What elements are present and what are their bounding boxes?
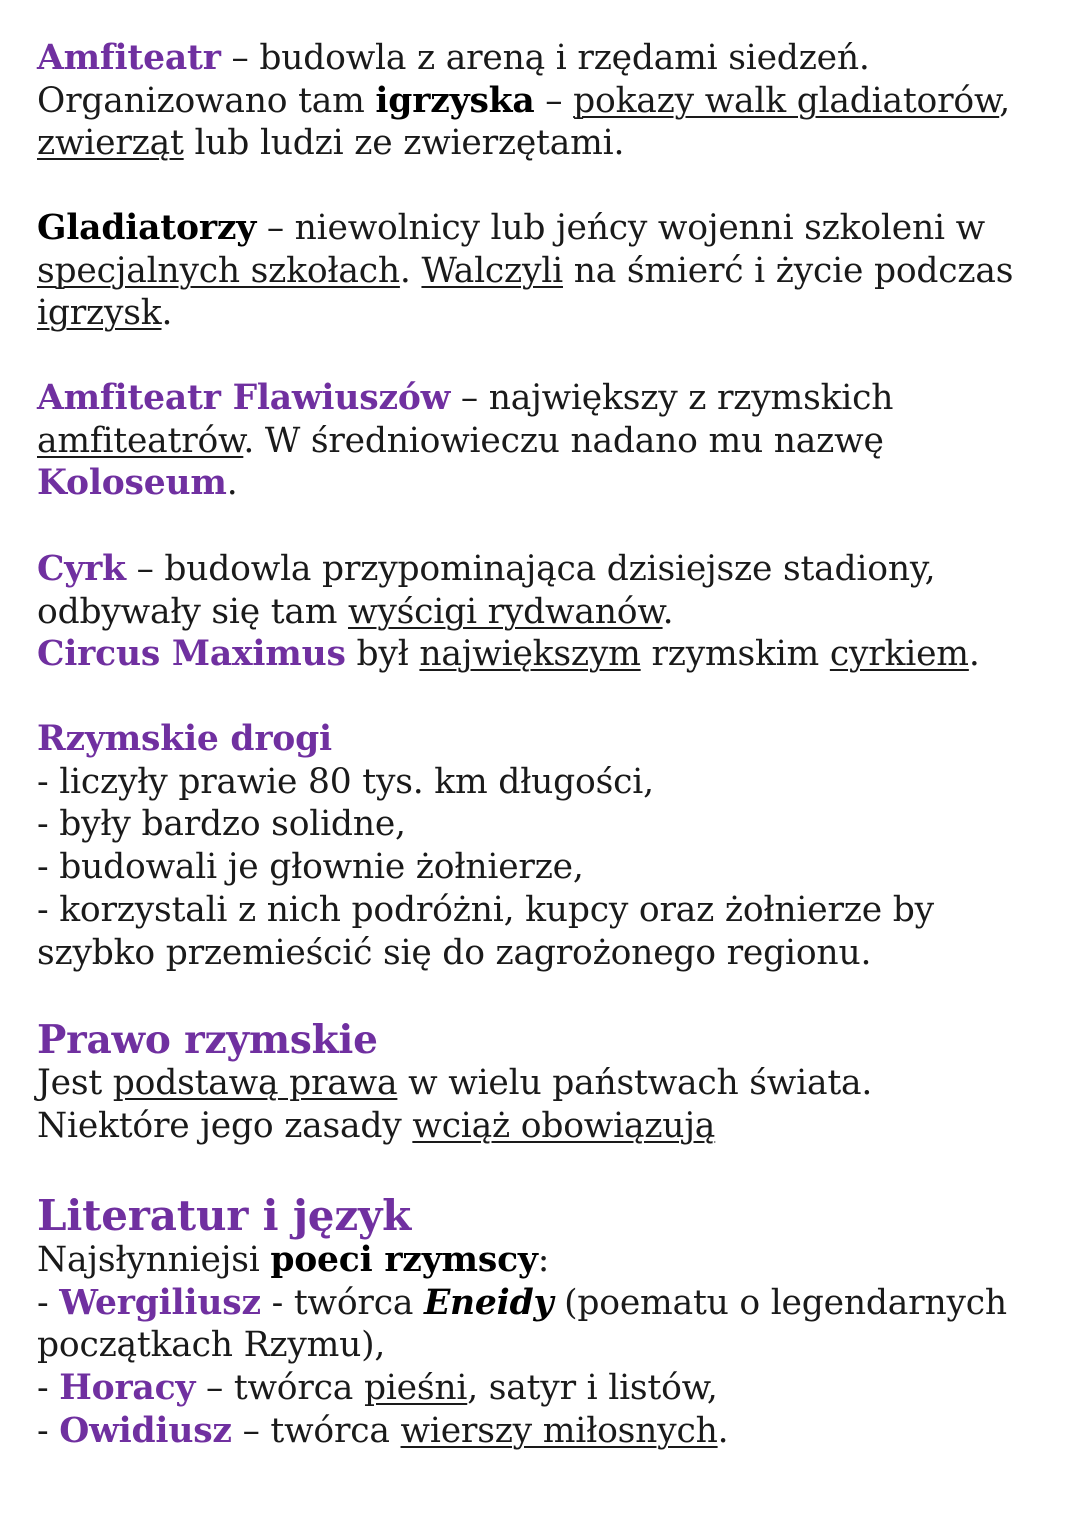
line [37,548,1047,591]
text: , [999,80,1010,121]
heading-prawo-rzymskie: Prawo rzymskie [37,1017,378,1063]
term-owidiusz: Owidiusz [59,1410,232,1451]
line [37,1062,1047,1105]
line [37,292,1047,335]
title-eneidy: Eneidy [423,1282,554,1323]
underlined-text: Walczyli [421,250,563,291]
underlined-text: igrzysk [37,293,162,334]
list-item: - budowali je głownie żołnierze, [37,847,584,888]
list-item-continuation: szybko przemieścić się do zagrożonego regionu. [37,932,872,973]
text: – twórca [231,1410,401,1451]
text: . [161,293,173,334]
list-item [37,1282,1047,1325]
line [37,591,1047,634]
text: – [534,80,574,121]
text: . W średniowieczu nadano mu nazwę [243,420,884,461]
list-item: - liczyły prawie 80 tys. km długości, [37,761,654,802]
text: - [37,1368,60,1409]
text: lub ludzi ze zwierzętami. [183,123,625,164]
text: (poematu o legendarnych [553,1282,1007,1323]
underlined-text: pieśni [363,1368,468,1409]
line [37,37,1047,80]
text: . [226,463,238,504]
list-item: - korzystali z nich podróżni, kupcy oraz żołnierze by [37,889,934,930]
underlined-text: wierszy miłosnych [400,1410,718,1451]
text: – największy z rzymskich [450,378,894,418]
underlined-text: wyścigi rydwanów [348,591,663,632]
underlined-text: wciąż obowiązują [412,1105,716,1146]
text: – niewolnicy lub jeńcy wojenni szkoleni w [256,208,985,248]
underlined-text: cyrkiem [829,634,969,675]
heading-literatura: Literatur i język [37,1191,412,1240]
text: – twórca [195,1368,364,1409]
text: na śmierć i życie podczas [562,250,1014,291]
text: - [37,1410,60,1451]
text: . [399,250,422,291]
line [37,80,1047,123]
term-amfiteatr-flawiuszow: Amfiteatr Flawiuszów [37,378,451,418]
text: . [717,1410,729,1451]
bold-igrzyska: igrzyska [375,80,535,121]
list-item [37,1367,1047,1410]
term-amfiteatr: Amfiteatr [37,38,221,78]
text: : [537,1240,550,1280]
section-cyrk [37,548,1047,676]
line [37,420,1047,463]
list-item [37,1410,1047,1453]
term-wergiliusz: Wergiliusz [59,1282,261,1323]
text: - [37,1282,60,1323]
section-gladiatorzy [37,207,1047,335]
text: był [345,634,420,675]
list-item-continuation: początkach Rzymu), [37,1325,386,1366]
text: . [662,591,674,632]
text: Najsłynniejsi [37,1240,271,1280]
bold-poeci: poeci rzymscy [270,1240,538,1280]
term-circus-maximus: Circus Maximus [37,634,346,675]
section-flawiuszow [37,377,1047,505]
text: odbywały się tam [37,591,349,632]
underlined-text: pokazy walk gladiatorów [573,80,1000,121]
section-drogi [37,718,1047,974]
text: Organizowano tam [37,80,376,121]
line [37,377,1047,420]
line [37,462,1047,505]
line [37,1105,1047,1148]
text: – budowla z areną i rzędami siedzeń. [220,38,870,78]
line [37,250,1047,293]
text: , satyr i listów, [467,1368,718,1409]
text: . [968,634,980,675]
term-koloseum: Koloseum [37,463,227,504]
underlined-text: największym [419,634,641,675]
term-horacy: Horacy [59,1368,196,1409]
section-literatura [37,1193,1047,1453]
line [37,1239,1047,1282]
text: Jest [37,1063,113,1103]
list-item: - były bardzo solidne, [37,804,406,845]
text: - twórca [260,1282,424,1323]
underlined-text: specjalnych szkołach [37,250,400,291]
line [37,633,1047,676]
term-cyrk: Cyrk [37,549,126,589]
section-prawo [37,1018,1047,1147]
line [37,122,1047,165]
underlined-text: amfiteatrów [37,420,244,461]
text: Niektóre jego zasady [37,1105,413,1146]
line [37,207,1047,250]
underlined-text: podstawą prawa [112,1063,398,1103]
text: rzymskim [640,634,830,675]
section-amfiteatr [37,37,1047,165]
heading-rzymskie-drogi: Rzymskie drogi [37,719,332,759]
text: – budowla przypominająca dzisiejsze stadiony, [125,549,936,589]
term-gladiatorzy: Gladiatorzy [37,208,257,248]
text: w wielu państwach świata. [397,1063,873,1103]
underlined-text: zwierząt [37,123,184,164]
